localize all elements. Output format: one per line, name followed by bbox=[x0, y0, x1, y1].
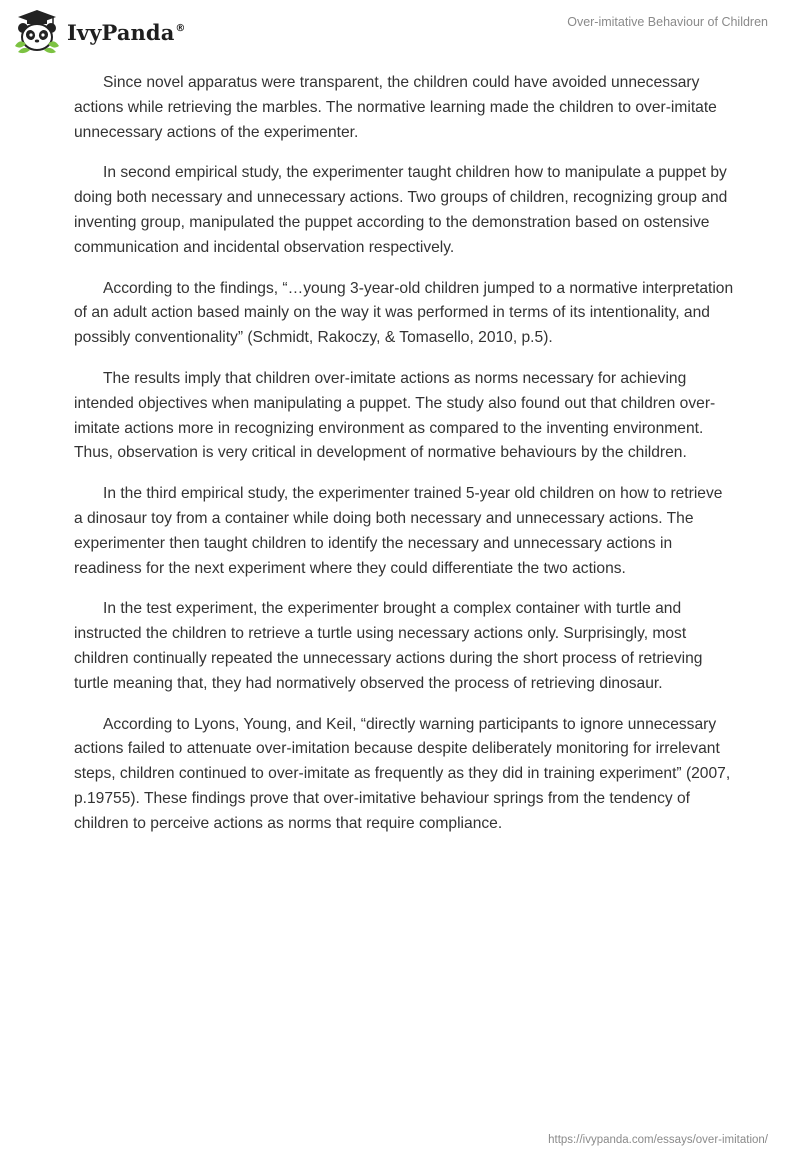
brand-name: IvyPanda bbox=[67, 19, 175, 45]
registered-mark: ® bbox=[175, 22, 186, 34]
paragraph: In second empirical study, the experimenter taught children how to manipulate a puppet by doing both necessary and unnecessary actions. Two groups of children, recognizing group and inventing group, manipulated the puppet according to the demonstration based on ostensive communication and incidental observation respectively. bbox=[74, 164, 728, 256]
paragraph: According to the findings, “…young 3-year-old children jumped to a normative interpretation of an adult action based mainly on the way it was performed in terms of its intentionality, and possibly conventionality” (Schmidt, Rakoczy, & Tomasello, 2010, p.5). bbox=[74, 279, 734, 347]
page-header bbox=[0, 0, 800, 62]
paragraph: Since novel apparatus were transparent, the children could have avoided unnecessary actions while retrieving the marbles. The normative learning made the children to over-imitate unnecessary actions of the experimenter. bbox=[74, 74, 717, 141]
essay-body bbox=[74, 71, 734, 853]
paragraph: In the test experiment, the experimenter brought a complex container with turtle and instructed the children to retrieve a turtle using necessary actions only. Surprisingly, most children continually repeated the unnecessary actions during the short process of retrieving turtle meaning that, they had normatively observed the process of retrieving dinosaur. bbox=[74, 600, 703, 692]
ivypanda-logo[interactable] bbox=[12, 9, 186, 53]
paragraph: According to Lyons, Young, and Keil, “directly warning participants to ignore unnecessary actions failed to attenuate over-imitation because despite deliberately monitoring for irrelevant steps, children continued to over-imitate as frequently as they did in training experiment” (2007, p.19755). These findings prove that over-imitative behaviour springs from the tendency of children to perceive actions as norms that require compliance. bbox=[74, 715, 731, 832]
document-title: Over-imitative Behaviour of Children bbox=[567, 15, 768, 29]
paragraph: In the third empirical study, the experimenter trained 5-year old children on how to retrieve a dinosaur toy from a container while doing both necessary and unnecessary actions. The experimenter then taught children to identify the necessary and unnecessary actions in readiness for the next experiment where they could differentiate the two actions. bbox=[74, 485, 723, 577]
paragraph: The results imply that children over-imitate actions as norms necessary for achieving intended objectives when manipulating a puppet. The study also found out that children over-imitate actions more in recognizing environment as compared to the inventing environment. Thus, observation is very critical in development of normative behaviours by the children. bbox=[74, 369, 716, 462]
panda-logo-icon bbox=[12, 8, 62, 54]
logo-wordmark bbox=[67, 20, 186, 45]
source-url[interactable]: https://ivypanda.com/essays/over-imitation/ bbox=[548, 1134, 768, 1146]
